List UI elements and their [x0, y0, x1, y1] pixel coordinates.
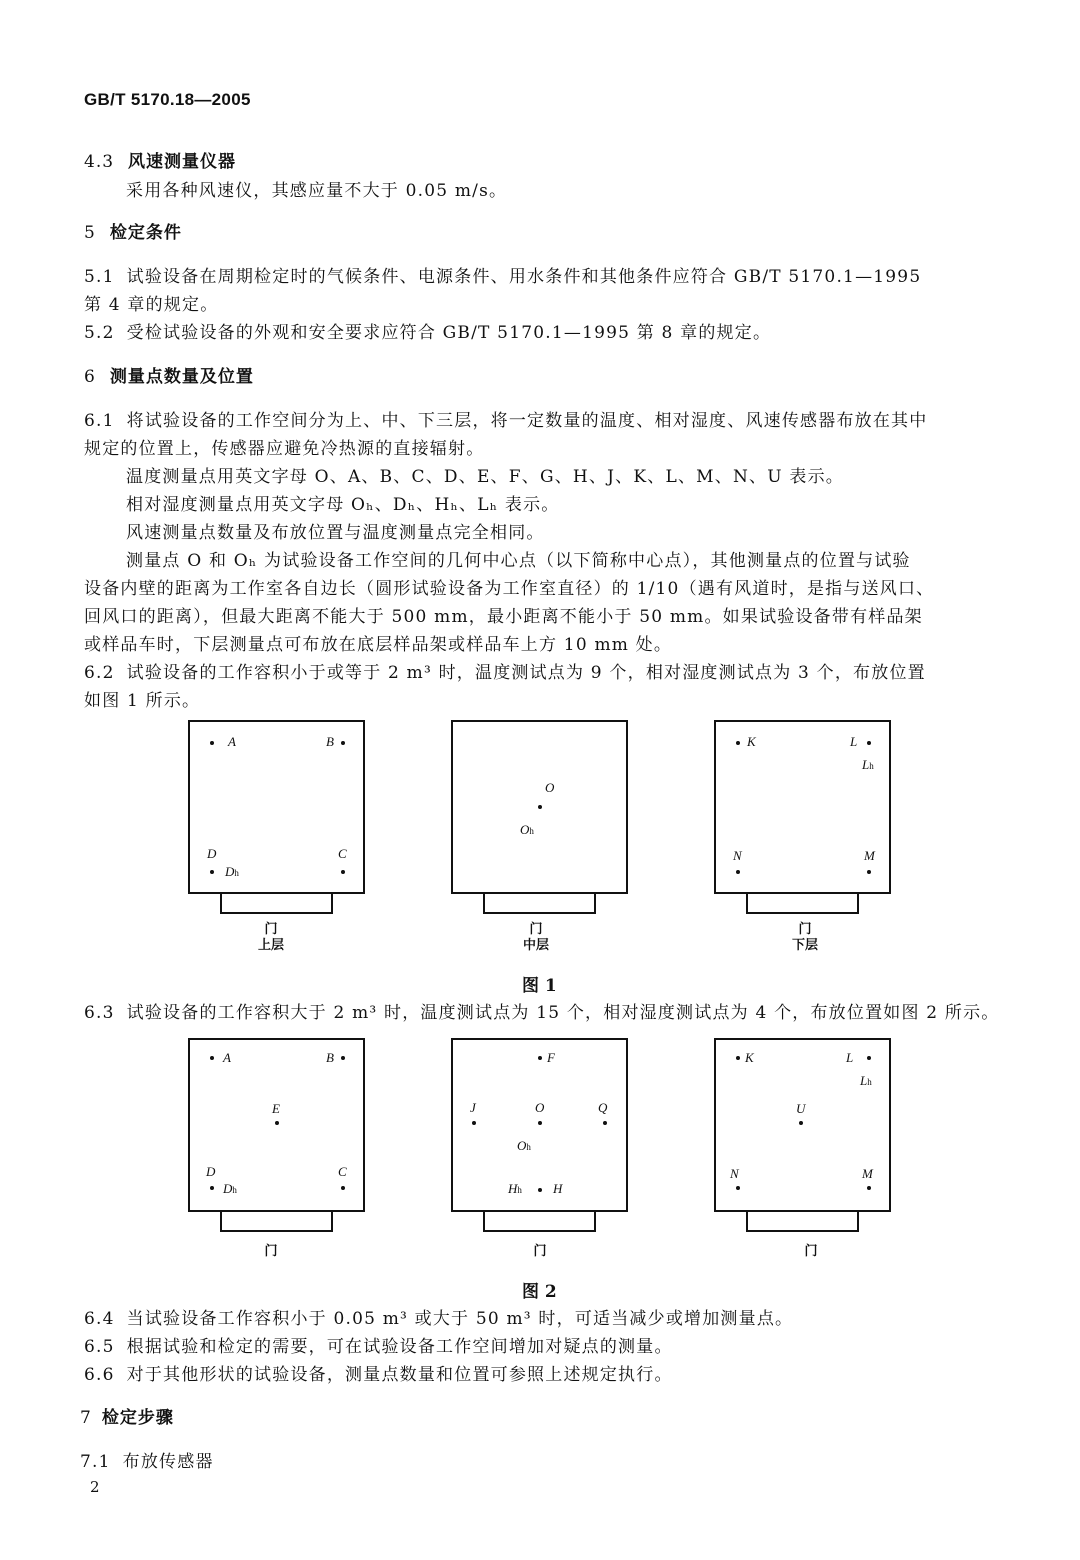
- fig2-point-D: [210, 1186, 214, 1190]
- fig1-lower-box: [715, 721, 890, 893]
- fig2-label-H: H: [553, 1181, 563, 1196]
- fig1-middle-door: [484, 893, 595, 913]
- fig2-label-N: N: [730, 1166, 739, 1181]
- section-5-1-line2: 第 4 章的规定。: [84, 295, 219, 315]
- figure2-caption: 图 2: [522, 1282, 557, 1302]
- clause-number: 5.2: [84, 323, 115, 343]
- fig2-point-J: [472, 1121, 476, 1125]
- clause-number: 6.4: [84, 1309, 115, 1329]
- fig2-point-A: [210, 1056, 214, 1060]
- fig2-label-L: L: [846, 1050, 854, 1065]
- fig2-point-L: [867, 1056, 871, 1060]
- clause-text: 将试验设备的工作空间分为上、中、下三层，将一定数量的温度、相对湿度、风速传感器布放在其中: [126, 411, 928, 431]
- fig2-label-U: U: [796, 1101, 806, 1116]
- section-6-1-p3: 相对湿度测量点用英文字母 Oₕ、Dₕ、Hₕ、Lₕ 表示。: [126, 495, 560, 515]
- clause-text: 当试验设备工作容积小于 0.05 m³ 或大于 50 m³ 时，可适当减少或增加测量点。: [126, 1309, 794, 1329]
- fig1-point-A: [210, 741, 214, 745]
- fig2-point-U: [799, 1121, 803, 1125]
- layer-label: 下层: [791, 938, 818, 953]
- fig2-middle-door: [484, 1211, 595, 1231]
- fig2-label-C: C: [338, 1164, 347, 1179]
- clause-text: 受检试验设备的外观和安全要求应符合 GB/T 5170.1—1995 第 8 章的规定。: [126, 323, 772, 343]
- section-title: 检定条件: [109, 223, 182, 243]
- section-6-1-p5-line3: 回风口的距离），但最大距离不能大于 500 mm，最小距离不能小于 50 mm。如果试验设备带有样品架: [84, 607, 923, 627]
- fig1-upper-caption: [241, 922, 301, 954]
- fig2-point-N: [736, 1186, 740, 1190]
- section-6-1-p4: 风速测量点数量及布放位置与温度测量点完全相同。: [126, 523, 545, 543]
- clause-number: 6.3: [84, 1003, 115, 1023]
- fig2-upper-door-label: 门: [264, 1244, 278, 1259]
- layer-label: 中层: [522, 938, 549, 953]
- fig2-point-K: [736, 1056, 740, 1060]
- fig2-label-A: A: [223, 1050, 231, 1065]
- door-label: 门: [529, 922, 543, 937]
- page-number: 2: [90, 1478, 100, 1496]
- fig1-point-K: [736, 741, 740, 745]
- section-title: 测量点数量及位置: [109, 367, 254, 387]
- document-header: GB/T 5170.18—2005: [84, 90, 251, 109]
- fig1-label-B: B: [326, 734, 334, 749]
- fig2-label-J: J: [470, 1100, 476, 1115]
- fig1-point-B: [341, 741, 345, 745]
- fig2-label-Q: Q: [598, 1100, 608, 1115]
- clause-number: 5.1: [84, 267, 115, 287]
- section-6-1-p2: 温度测量点用英文字母 O、A、B、C、D、E、F、G、H、J、K、L、M、N、U 表示。: [126, 467, 844, 487]
- fig2-lower-door: [747, 1211, 858, 1231]
- fig2-point-F: [538, 1056, 542, 1060]
- fig2-middle-door-label: 门: [533, 1244, 547, 1259]
- fig2-lower-door-label: 门: [804, 1244, 818, 1259]
- clause-text: 试验设备的工作容积大于 2 m³ 时，温度测试点为 15 个，相对湿度测试点为 4 个，布放位置如图 2 所示。: [126, 1003, 1000, 1023]
- section-number: 6: [84, 367, 96, 387]
- door-label: 门: [798, 922, 812, 937]
- clause-text: 根据试验和检定的需要，可在试验设备工作空间增加对疑点的测量。: [126, 1337, 673, 1357]
- door-label: 门: [264, 922, 278, 937]
- section-title: 检定步骤: [101, 1408, 174, 1428]
- section-6-1-p5-line1: 测量点 O 和 Oₕ 为试验设备工作空间的几何中心点（以下简称中心点），其他测量点的位置与试验: [126, 551, 911, 571]
- fig1-label-A: A: [228, 734, 236, 749]
- section-4-3-text: 采用各种风速仪，其感应量不大于 0.05 m/s。: [126, 181, 508, 201]
- figure1-caption: 图 1: [522, 976, 557, 996]
- layer-label: 上层: [257, 938, 284, 953]
- section-number: 7: [80, 1408, 92, 1428]
- fig2-label-Oh: Oh: [517, 1138, 531, 1153]
- fig1-point-L: [867, 741, 871, 745]
- section-6-1-line2: 规定的位置上，传感器应避免冷热源的直接辐射。: [84, 439, 485, 459]
- fig2-point-M: [867, 1186, 871, 1190]
- fig2-point-Q: [603, 1121, 607, 1125]
- fig2-label-K: K: [745, 1050, 754, 1065]
- fig2-lower-box: [715, 1039, 890, 1211]
- clause-text: 试验设备的工作容积小于或等于 2 m³ 时，温度测试点为 9 个，相对湿度测试点为 3 个，布放位置: [126, 663, 926, 683]
- fig1-upper-door: [221, 893, 332, 913]
- section-7-1-heading: [80, 1447, 214, 1472]
- section-6-5: [84, 1332, 673, 1357]
- fig2-point-E: [275, 1121, 279, 1125]
- section-6-1-p5-line2: 设备内壁的距离为工作室各自边长（圆形试验设备为工作室直径）的 1/10（遇有风道时，是指与送风口、: [84, 579, 935, 599]
- fig1-point-C: [341, 870, 345, 874]
- section-6-4: [84, 1304, 793, 1329]
- fig1-label-D: D: [207, 846, 217, 861]
- fig1-point-D: [210, 870, 214, 874]
- fig2-point-B: [341, 1056, 345, 1060]
- fig1-lower-caption: [775, 922, 835, 954]
- fig2-point-O: [538, 1121, 542, 1125]
- clause-text: 对于其他形状的试验设备，测量点数量和位置可参照上述规定执行。: [126, 1365, 673, 1385]
- fig1-label-K: K: [747, 734, 756, 749]
- fig1-point-O: [538, 805, 542, 809]
- fig2-label-D: D: [206, 1164, 216, 1179]
- clause-text: 试验设备在周期检定时的气候条件、电源条件、用水条件和其他条件应符合 GB/T 5170.1—1995: [126, 267, 922, 287]
- clause-number: 6.1: [84, 411, 115, 431]
- fig1-lower-door: [747, 893, 858, 913]
- section-6-1-p5-line4: 或样品车时，下层测量点可布放在底层样品架或样品车上方 10 mm 处。: [84, 635, 673, 655]
- section-number: 4.3: [84, 152, 115, 172]
- fig2-upper-door: [221, 1211, 332, 1231]
- fig1-point-N: [736, 870, 740, 874]
- fig1-label-O: O: [545, 780, 555, 795]
- clause-number: 6.5: [84, 1337, 115, 1357]
- fig2-label-Hh: Hh: [508, 1181, 522, 1196]
- section-7-heading: [80, 1403, 174, 1428]
- clause-number: 7.1: [80, 1452, 111, 1472]
- fig2-point-H: [538, 1188, 542, 1192]
- clause-title: 布放传感器: [122, 1452, 214, 1472]
- fig1-label-Lh: Lh: [862, 757, 874, 772]
- fig1-label-L: L: [850, 734, 858, 749]
- fig1-label-M: M: [864, 848, 875, 863]
- fig2-upper-box: [189, 1039, 364, 1211]
- fig1-label-N: N: [733, 848, 742, 863]
- fig1-label-Oh: Oh: [520, 822, 534, 837]
- fig2-middle-box: [452, 1039, 627, 1211]
- section-6-3: [84, 998, 1000, 1023]
- fig2-label-M: M: [862, 1166, 873, 1181]
- fig2-label-E: E: [272, 1101, 280, 1116]
- fig1-label-C: C: [338, 846, 347, 861]
- fig2-label-O: O: [535, 1100, 545, 1115]
- fig1-upper-box: [189, 721, 364, 893]
- fig1-point-M: [867, 870, 871, 874]
- clause-number: 6.2: [84, 663, 115, 683]
- section-title: 风速测量仪器: [128, 152, 237, 172]
- fig2-point-C: [341, 1186, 345, 1190]
- fig2-label-Dh: Dh: [223, 1181, 237, 1196]
- fig2-label-Lh: Lh: [860, 1073, 872, 1088]
- section-6-6: [84, 1360, 673, 1385]
- section-number: 5: [84, 223, 96, 243]
- section-6-2-line2: 如图 1 所示。: [84, 691, 201, 711]
- fig1-middle-caption: [506, 922, 566, 954]
- clause-number: 6.6: [84, 1365, 115, 1385]
- fig1-label-Dh: Dh: [225, 864, 239, 879]
- fig2-label-B: B: [326, 1050, 334, 1065]
- fig2-label-F: F: [547, 1050, 555, 1065]
